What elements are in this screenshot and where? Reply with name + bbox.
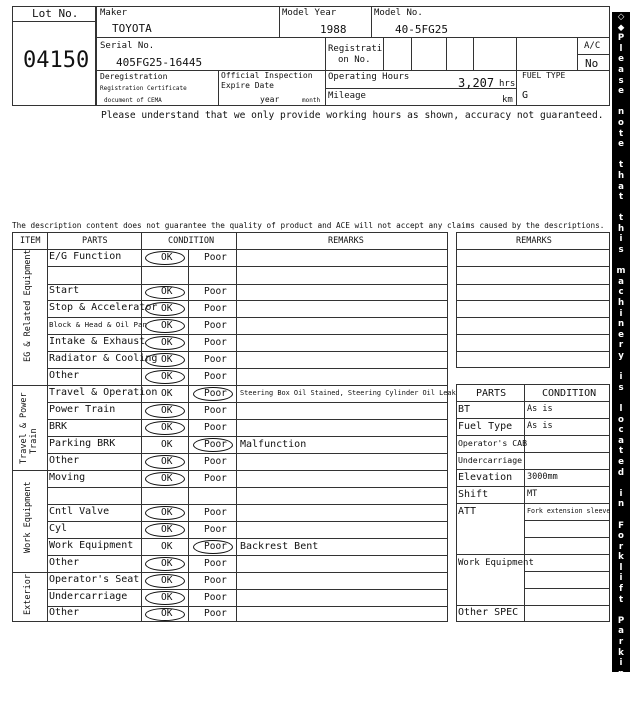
spec-part: Operator's CAB	[458, 438, 528, 449]
selected-circle	[145, 370, 185, 384]
deregistration-label: Deregistration	[100, 72, 168, 81]
poor-option[interactable]: Poor	[204, 506, 227, 518]
selected-circle	[145, 455, 185, 469]
spec-condition: As is	[527, 421, 553, 432]
remark-text: Malfunction	[240, 438, 307, 450]
registration-certificate-label: Registration Certificate	[100, 85, 187, 92]
poor-option[interactable]: Poor	[204, 336, 227, 348]
group-eg-related: EG & Related Equipment	[23, 249, 33, 362]
part-name: Moving	[49, 471, 86, 483]
part-name: Start	[49, 285, 80, 296]
official-inspection-label-1: Official Inspection	[221, 71, 313, 80]
ok-option[interactable]: OK	[161, 557, 173, 569]
ok-option[interactable]: OK	[161, 591, 173, 603]
maker-label: Maker	[100, 8, 128, 18]
spec-condition: Fork extension sleeve	[527, 507, 611, 516]
maker-value: TOYOTA	[112, 22, 152, 35]
part-name: Work Equipment	[49, 539, 134, 551]
official-inspection-label-2: Expire Date	[221, 81, 274, 90]
selected-circle	[145, 353, 185, 367]
part-name: Intake & Exhaust	[49, 335, 146, 347]
ok-option[interactable]: OK	[161, 421, 173, 433]
part-name: Operator's Seat	[49, 573, 140, 585]
part-name: Parking BRK	[49, 437, 116, 449]
spec-condition: As is	[527, 404, 553, 415]
mileage-label: Mileage	[328, 91, 366, 101]
ok-option[interactable]: OK	[161, 540, 173, 552]
poor-option[interactable]: Poor	[204, 540, 227, 552]
poor-option[interactable]: Poor	[204, 472, 227, 484]
poor-option[interactable]: Poor	[204, 251, 227, 263]
diamond-outline-icon: ◇	[617, 700, 625, 711]
fuel-type-value: G	[522, 90, 529, 101]
selected-circle	[145, 404, 185, 418]
selected-circle	[145, 608, 185, 621]
registration-label-2: on No.	[338, 55, 371, 65]
selected-circle	[145, 286, 185, 299]
selected-circle	[145, 251, 185, 265]
km-label: km	[502, 95, 513, 105]
selected-circle	[145, 506, 185, 520]
part-name: Other	[49, 556, 80, 568]
remark-text: Backrest Bent	[240, 540, 319, 552]
parts-header: PARTS	[82, 236, 108, 246]
model-year-value: 1988	[320, 23, 347, 36]
ok-option[interactable]: OK	[161, 404, 173, 416]
spec-condition: 3000mm	[527, 472, 558, 483]
ok-option[interactable]: OK	[161, 353, 173, 365]
lot-no-label: Lot No.	[32, 7, 79, 20]
spec-parts-header: PARTS	[476, 388, 507, 399]
part-name: Stop & Accelerator	[49, 301, 158, 313]
poor-option[interactable]: Poor	[204, 353, 227, 365]
selected-circle	[145, 591, 185, 605]
poor-option[interactable]: Poor	[204, 455, 227, 467]
cema-label: document of CEMA	[104, 97, 162, 104]
part-name: Power Train	[49, 403, 116, 415]
selected-circle	[193, 438, 233, 452]
diamond-filled-icon: ◆	[617, 22, 625, 33]
ok-option[interactable]: OK	[161, 251, 173, 263]
ok-option[interactable]: OK	[161, 455, 173, 467]
poor-option[interactable]: Poor	[204, 438, 227, 450]
spec-part: Shift	[458, 488, 489, 500]
remark-text: Steering Box Oil Stained, Steering Cylinder Oil Leak	[240, 389, 456, 398]
poor-option[interactable]: Poor	[204, 608, 227, 620]
spec-condition-header: CONDITION	[542, 388, 597, 399]
remarks-header: REMARKS	[328, 236, 364, 246]
poor-option[interactable]: Poor	[204, 387, 227, 399]
poor-option[interactable]: Poor	[204, 302, 227, 314]
selected-circle	[145, 472, 185, 486]
ac-value: No	[585, 57, 599, 70]
ok-option[interactable]: OK	[161, 387, 173, 399]
poor-option[interactable]: Poor	[204, 370, 227, 382]
location-sidebar	[612, 12, 630, 711]
poor-option[interactable]: Poor	[204, 591, 227, 603]
model-no-label: Model No.	[374, 8, 423, 18]
selected-circle	[145, 302, 185, 316]
spec-part: ATT	[458, 505, 477, 517]
part-name: Radiator & Cooling	[49, 352, 158, 364]
diamond-outline-icon: ◇	[617, 12, 625, 22]
group-work-equipment: Work Equipment	[23, 481, 33, 553]
spec-part: BT	[458, 403, 471, 415]
spec-work-equipment-label: Work Equipment	[458, 558, 534, 568]
poor-option[interactable]: Poor	[204, 404, 227, 416]
ok-option[interactable]: OK	[161, 286, 173, 298]
selected-circle	[145, 574, 185, 588]
poor-option[interactable]: Poor	[204, 421, 227, 433]
ok-option[interactable]: OK	[161, 370, 173, 382]
ok-option[interactable]: OK	[161, 336, 173, 348]
part-name: Other	[49, 607, 80, 618]
selected-circle	[145, 421, 185, 435]
year-label: year	[260, 95, 280, 104]
spec-part: Elevation	[458, 471, 513, 483]
selected-circle	[145, 319, 185, 333]
sidebar-text: P l e a s e n o t e t h a t t h i s m a c h i n e r y i s l o c a t e d i n F o r k l i f t P a r k i n g	[616, 33, 626, 690]
right-remarks-header: REMARKS	[516, 236, 552, 246]
operating-hours-value: 3,207	[458, 76, 495, 90]
notice-text: Please understand that we only provide working hours as shown, accuracy not guaranteed.	[101, 110, 604, 121]
operating-hours-label: Operating Hours	[328, 72, 410, 82]
ok-option[interactable]: OK	[161, 608, 173, 620]
ok-option[interactable]: OK	[161, 438, 173, 450]
selected-circle	[193, 387, 233, 401]
group-exterior: Exterior	[23, 574, 33, 615]
serial-no-label: Serial No.	[100, 41, 155, 51]
selected-circle	[145, 557, 185, 571]
disclaimer-text: The description content does not guarantee the quality of product and ACE will not accept any claims caused by the descriptions.	[12, 221, 605, 230]
ok-option[interactable]: OK	[161, 523, 173, 535]
month-label: month	[302, 97, 321, 104]
ok-option[interactable]: OK	[161, 302, 173, 314]
part-name: Travel & Operation	[49, 386, 158, 398]
spec-part: Fuel Type	[458, 420, 513, 432]
lot-no: 04150	[23, 48, 90, 73]
spec-part: Undercarriage	[458, 455, 523, 466]
part-name: Cyl	[49, 522, 68, 534]
ok-option[interactable]: OK	[161, 472, 173, 484]
part-name: E/G Function	[49, 250, 122, 262]
model-year-label: Model Year	[282, 8, 337, 18]
part-name: Other	[49, 454, 80, 466]
hrs-label: hrs	[499, 79, 516, 89]
spec-other-label: Other SPEC	[458, 607, 519, 618]
spec-condition: MT	[527, 489, 538, 500]
poor-option[interactable]: Poor	[204, 319, 227, 331]
poor-option[interactable]: Poor	[204, 523, 227, 535]
poor-option[interactable]: Poor	[204, 286, 227, 298]
group-travel-power-2: Train	[29, 428, 39, 454]
diamond-filled-icon: ◆	[617, 690, 625, 700]
poor-option[interactable]: Poor	[204, 557, 227, 569]
poor-option[interactable]: Poor	[204, 574, 227, 586]
part-name: Block & Head & Oil Pan	[49, 319, 147, 329]
ok-option[interactable]: OK	[161, 506, 173, 518]
serial-no-value: 405FG25-16445	[116, 56, 203, 69]
model-no-value: 40-5FG25	[395, 23, 448, 36]
part-name: BRK	[49, 420, 68, 432]
fuel-type-label: FUEL TYPE	[522, 71, 566, 80]
item-header: ITEM	[20, 236, 41, 246]
selected-circle	[193, 540, 233, 554]
ac-label: A/C	[584, 41, 601, 51]
part-name: Other	[49, 369, 80, 381]
registration-label-1: Registrati	[328, 44, 383, 54]
part-name: Undercarriage	[49, 590, 128, 602]
condition-header: CONDITION	[168, 236, 215, 246]
selected-circle	[145, 336, 185, 350]
selected-circle	[145, 523, 185, 537]
group-travel-power-1: Travel & Power	[19, 392, 29, 464]
ok-option[interactable]: OK	[161, 319, 173, 331]
ok-option[interactable]: OK	[161, 574, 173, 586]
part-name: Cntl Valve	[49, 505, 110, 517]
